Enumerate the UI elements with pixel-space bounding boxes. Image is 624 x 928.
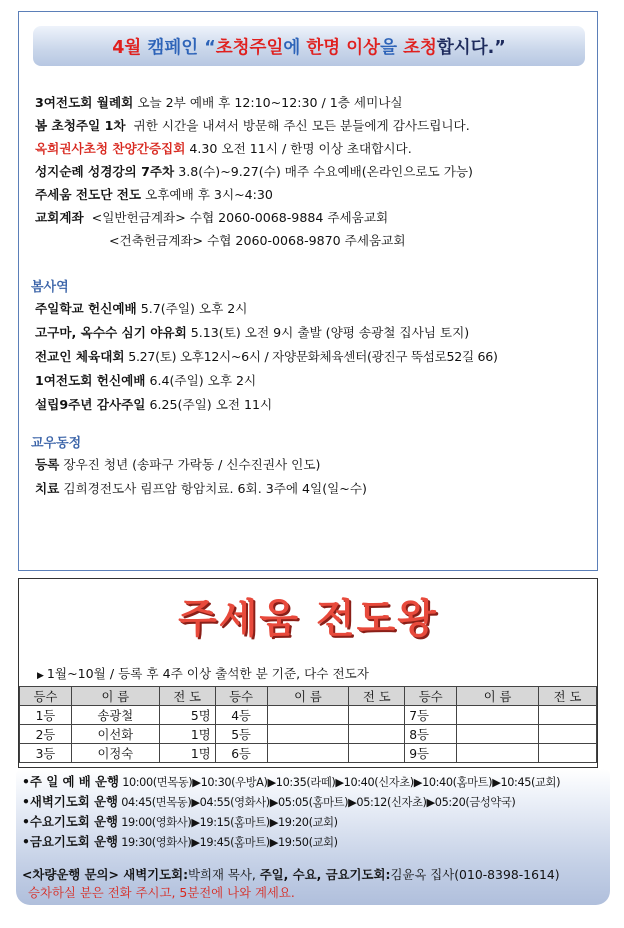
notice-item: 성지순례 성경강의 7주차 3.8(수)~9.27(수) 매주 수요예배(온라인으로도 가능) [35,164,473,179]
shuttle-note: 승차하실 분은 전화 주시고, 5분전에 나와 계세요. [28,885,295,900]
table-cell: 이정숙 [71,744,159,763]
service-item: 주일학교 헌신예배 5.7(주일) 오후 2시 [35,301,248,316]
table-cell: 7등 [405,706,457,725]
table-cell [267,744,349,763]
table-header: 전 도 [159,687,215,706]
table-cell: 9등 [405,744,457,763]
banner-text: 에 [283,37,307,58]
table-cell [349,744,405,763]
table-cell: 2등 [20,725,72,744]
evangelism-section [18,578,598,768]
table-cell [267,725,349,744]
table-cell [349,706,405,725]
table-header: 등수 [405,687,457,706]
service-item: 고구마, 옥수수 심기 야유회 5.13(토) 오전 9시 출발 (양평 송광철 집사님 토지) [35,325,470,340]
table-cell [349,725,405,744]
service-item: 전교인 체육대회 5.27(토) 오후12시~6시 / 자양문화체육센터(광진구 뚝섬로52길 66) [35,349,498,364]
table-cell [267,706,349,725]
shuttle-item: •새벽기도회 운행 04:45(면목동)▶04:55(영화사)▶05:05(홈마트)▶05:12(신자초)▶05:20(금성약국) [22,794,516,809]
shuttle-contact: <차량운행 문의> 새벽기도회:박희재 목사, 주일, 수요, 금요기도회:김윤옥 집사(010-8398-1614) [22,867,560,882]
table-row [20,706,597,725]
shuttle-item: •금요기도회 운행 19:30(영화사)▶19:45(홈마트)▶19:50(교회) [22,834,338,849]
shuttle-section [16,769,610,905]
banner-text: 을 [380,37,404,58]
shuttle-item: •수요기도회 운행 19:00(영화사)▶19:15(홈마트)▶19:20(교회) [22,814,338,829]
banner-highlight: 초청 [403,37,437,58]
table-header: 전 도 [349,687,405,706]
table-cell: 이선화 [71,725,159,744]
table-row [20,744,597,763]
table-header-row [20,687,597,706]
triangle-right-icon: ▶ [37,671,44,681]
section-title-service: 봄사역 [31,280,69,295]
table-cell [539,725,597,744]
table-cell [457,744,539,763]
table-header: 이 름 [267,687,349,706]
table-cell: 1명 [159,744,215,763]
table-cell: 5등 [215,725,267,744]
service-item: 설립9주년 감사주일 6.25(주일) 오전 11시 [35,397,273,412]
notice-item: 옥희권사초청 찬양간증집회 4.30 오전 11시 / 한명 이상 초대합시다. [35,141,412,156]
table-cell: 8등 [405,725,457,744]
table-cell: 송광철 [71,706,159,725]
table-cell: 1등 [20,706,72,725]
fellowship-item: 등록 장우진 청년 (송파구 가락동 / 신수진권사 인도) [35,457,321,472]
table-header: 등수 [20,687,72,706]
table-cell: 1명 [159,725,215,744]
shuttle-item: •주 일 예 배 운행 10:00(면목동)▶10:30(우방A)▶10:35(라떼)▶10:40(신자초)▶10:40(홈마트)▶10:45(교회) [22,774,561,789]
table-cell [539,744,597,763]
notice-item-account: <건축헌금계좌> 수협 2060-0068-9870 주세움교회 [109,233,406,248]
notice-item: 봄 초청주일 1차 귀한 시간을 내셔서 방문해 주신 모든 분들에게 감사드립니다. [35,118,470,133]
campaign-banner [33,26,585,66]
banner-text: 캠페인 “ [141,37,216,58]
table-cell: 3등 [20,744,72,763]
notice-item: 3여전도회 월례회 오늘 2부 예배 후 12:10~12:30 / 1층 세미나실 [35,95,403,110]
table-cell [457,725,539,744]
banner-highlight: 한명 이상 [306,37,381,58]
ranking-table [19,686,597,763]
table-cell [539,706,597,725]
evangelism-note: ▶ 1월~10월 / 등록 후 4주 이상 출석한 분 기준, 다수 전도자 [37,666,369,681]
evangelism-title: 주세움 전도왕 [178,595,438,642]
table-row [20,725,597,744]
fellowship-item: 치료 김희경전도사 림프암 항암치료. 6회. 3주에 4일(일~수) [35,481,367,496]
banner-text: 합시다.” [436,37,506,58]
table-header: 등수 [215,687,267,706]
banner-highlight: 초청주일 [215,37,284,58]
table-header: 이 름 [457,687,539,706]
notice-section [18,11,598,571]
notice-item: 주세움 전도단 전도 오후예배 후 3시~4:30 [35,187,273,202]
section-title-fellowship: 교우동정 [31,436,82,451]
table-cell: 6등 [215,744,267,763]
table-header: 이 름 [71,687,159,706]
table-cell: 5명 [159,706,215,725]
table-cell [457,706,539,725]
service-item: 1여전도회 헌신예배 6.4(주일) 오후 2시 [35,373,257,388]
table-cell: 4등 [215,706,267,725]
banner-month: 4월 [112,37,142,58]
notice-item-account: 교회계좌 <일반헌금계좌> 수협 2060-0068-9884 주세움교회 [35,210,389,225]
table-header: 전 도 [539,687,597,706]
